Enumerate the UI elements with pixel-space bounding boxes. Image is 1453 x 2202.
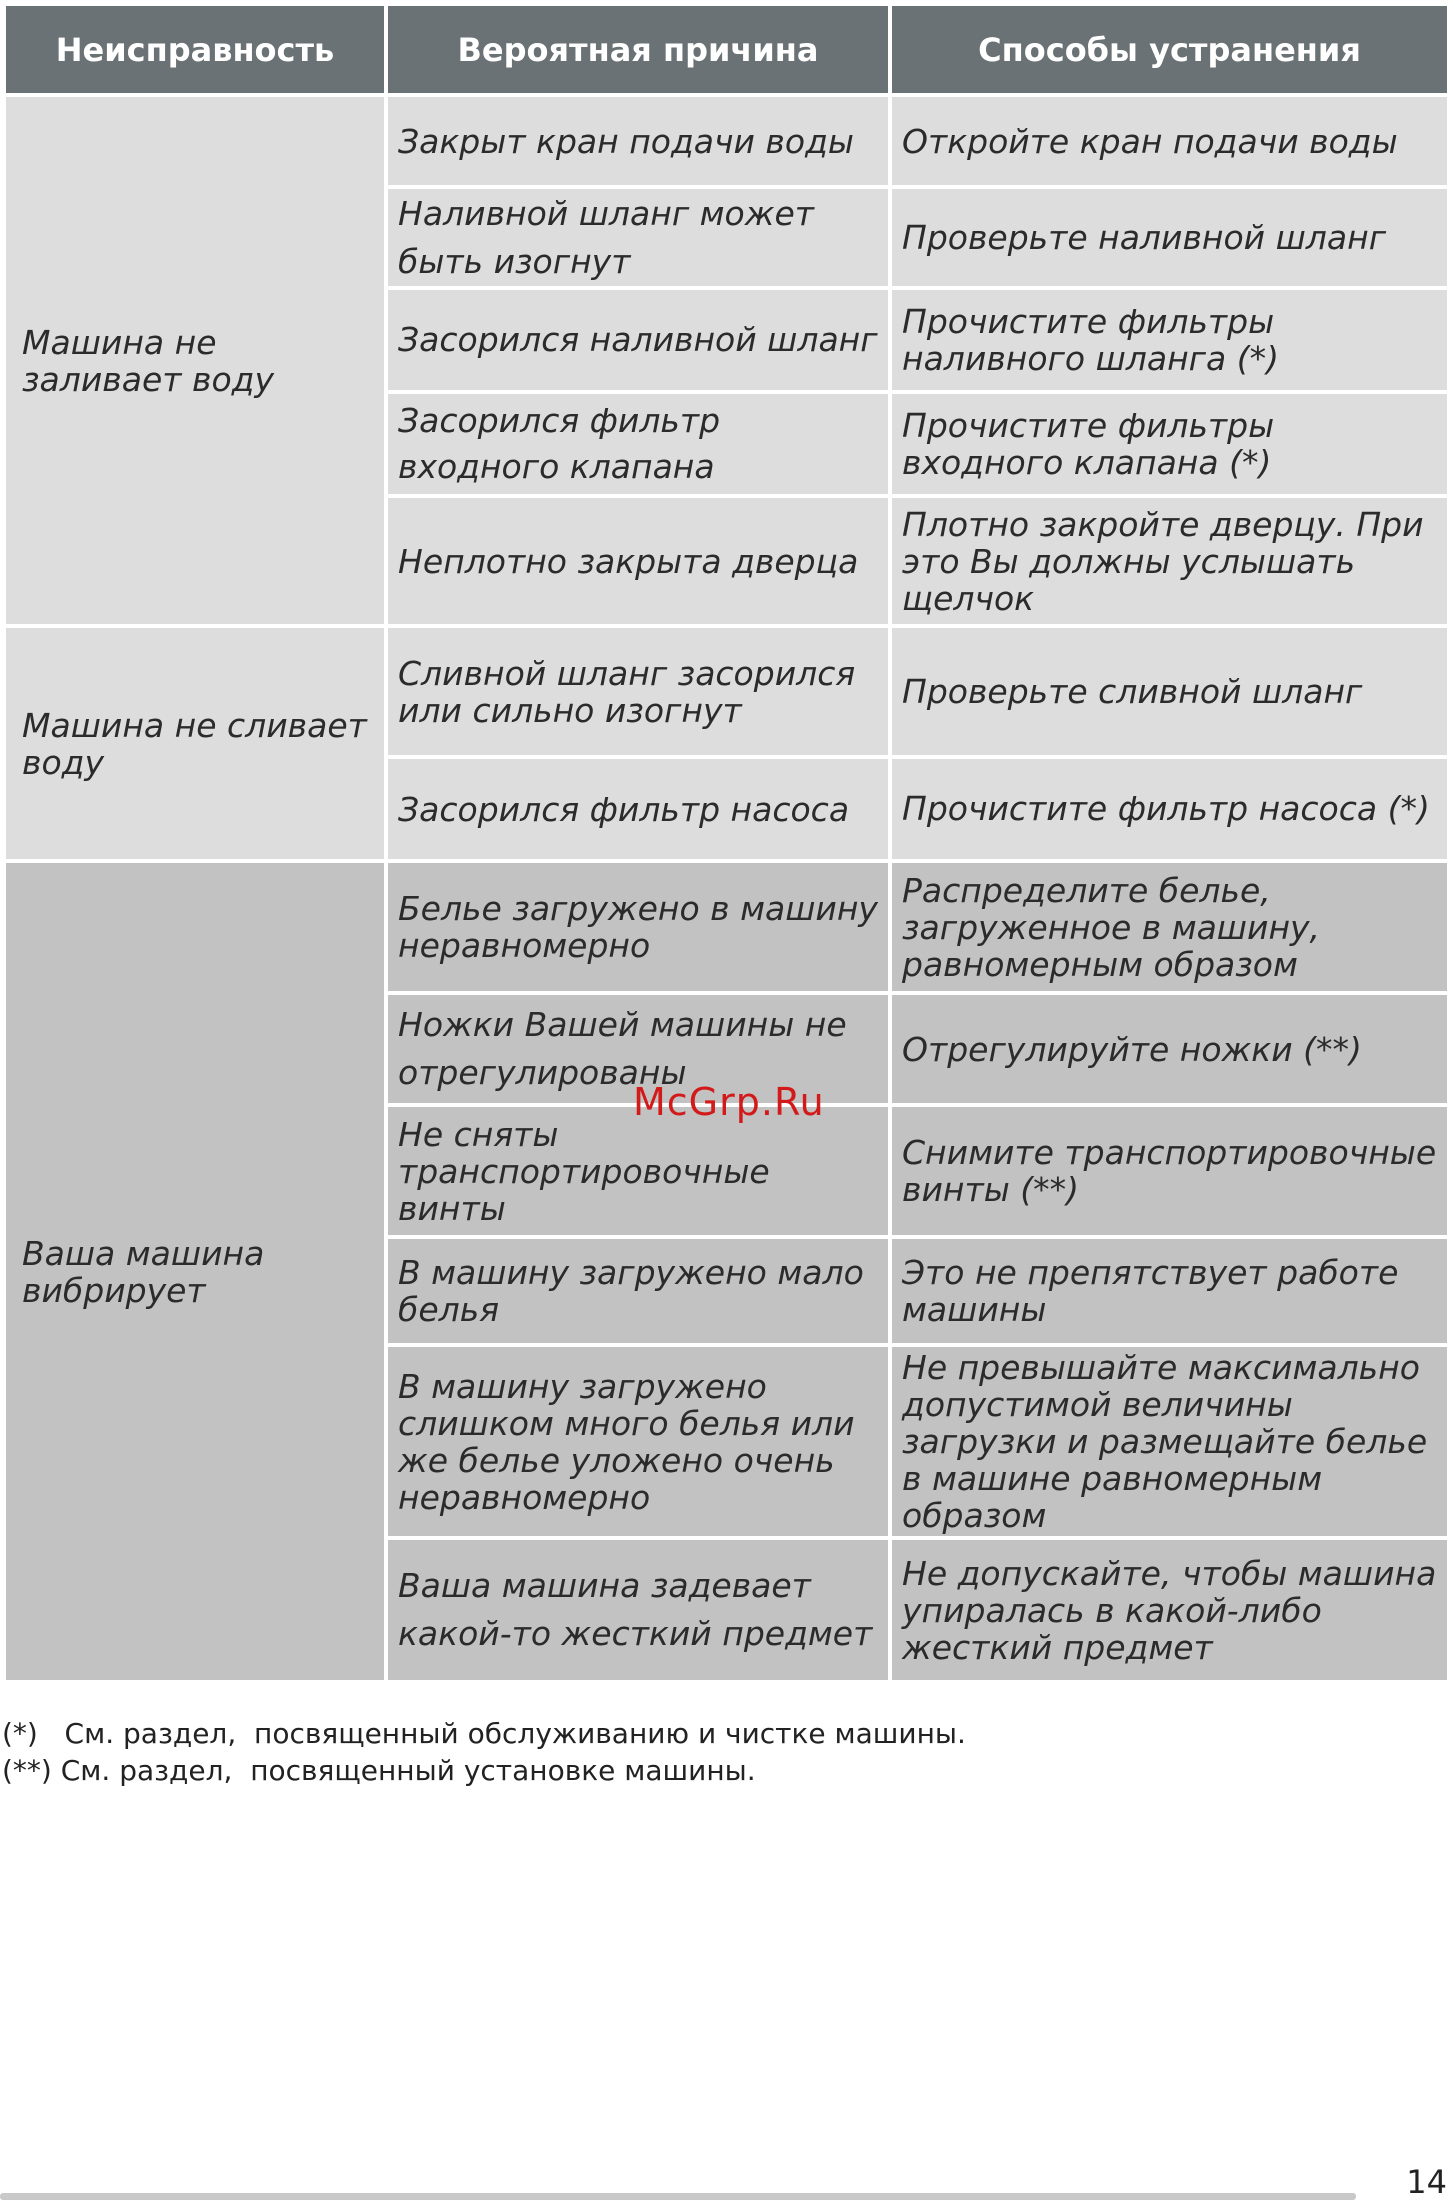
header-fault: Неисправность — [6, 6, 384, 93]
bottom-divider — [0, 2193, 1356, 2200]
remedy-cell: Откройте кран подачи воды — [892, 97, 1447, 185]
remedy-cell: Не превышайте максимально допустимой величины загрузки и размещайте белье в машине равномерным образом — [892, 1347, 1447, 1536]
footnotes — [2, 1715, 966, 1789]
cause-cell: В машину загружено слишком много белья или же белье уложено очень неравномерно — [388, 1347, 888, 1536]
cause-cell: Сливной шланг засорился или сильно изогнут — [388, 628, 888, 755]
remedy-cell: Отрегулируйте ножки (**) — [892, 995, 1447, 1103]
footnote-2: (**) См. раздел, посвященный установке машины. — [2, 1754, 756, 1787]
remedy-cell: Это не препятствует работе машины — [892, 1239, 1447, 1343]
cause-cell: Ваша машина задевает какой-то жесткий предмет — [388, 1540, 888, 1680]
remedy-cell: Не допускайте, чтобы машина упиралась в какой-либо жесткий предмет — [892, 1540, 1447, 1680]
remedy-cell: Плотно закройте дверцу. При это Вы должны услышать щелчок — [892, 498, 1447, 624]
remedy-cell: Проверьте сливной шланг — [892, 628, 1447, 755]
page-number: 14 — [1406, 2163, 1447, 2201]
cause-cell: Ножки Вашей машины не отрегулированы — [388, 995, 888, 1103]
symptom-no-drain: Машина не сливает воду — [6, 628, 384, 859]
remedy-cell: Снимите транспортировочные винты (**) — [892, 1107, 1447, 1235]
remedy-cell: Прочистите фильтры входного клапана (*) — [892, 394, 1447, 494]
cause-cell: Засорился наливной шланг — [388, 290, 888, 390]
watermark: McGrp.Ru — [633, 1080, 825, 1124]
cause-cell: Засорился фильтр входного клапана — [388, 394, 888, 494]
cause-cell: Не сняты транспортировочные винты — [388, 1107, 888, 1235]
footnote-1: (*) См. раздел, посвященный обслуживанию и чистке машины. — [2, 1717, 966, 1750]
cause-cell: Засорился фильтр насоса — [388, 759, 888, 859]
cause-cell: Закрыт кран подачи воды — [388, 97, 888, 185]
cause-cell: Неплотно закрыта дверца — [388, 498, 888, 624]
header-cause: Вероятная причина — [388, 6, 888, 93]
cause-cell: В машину загружено мало белья — [388, 1239, 888, 1343]
symptom-vibration: Ваша машина вибрирует — [6, 863, 384, 1680]
cause-cell: Наливной шланг может быть изогнут — [388, 189, 888, 286]
symptom-no-water-intake: Машина не заливает воду — [6, 97, 384, 624]
cause-cell: Белье загружено в машину неравномерно — [388, 863, 888, 991]
remedy-cell: Прочистите фильтры наливного шланга (*) — [892, 290, 1447, 390]
header-remedy: Способы устранения — [892, 6, 1447, 93]
troubleshooting-table — [6, 6, 1447, 1680]
remedy-cell: Прочистите фильтр насоса (*) — [892, 759, 1447, 859]
remedy-cell: Проверьте наливной шланг — [892, 189, 1447, 286]
remedy-cell: Распределите белье, загруженное в машину, равномерным образом — [892, 863, 1447, 991]
